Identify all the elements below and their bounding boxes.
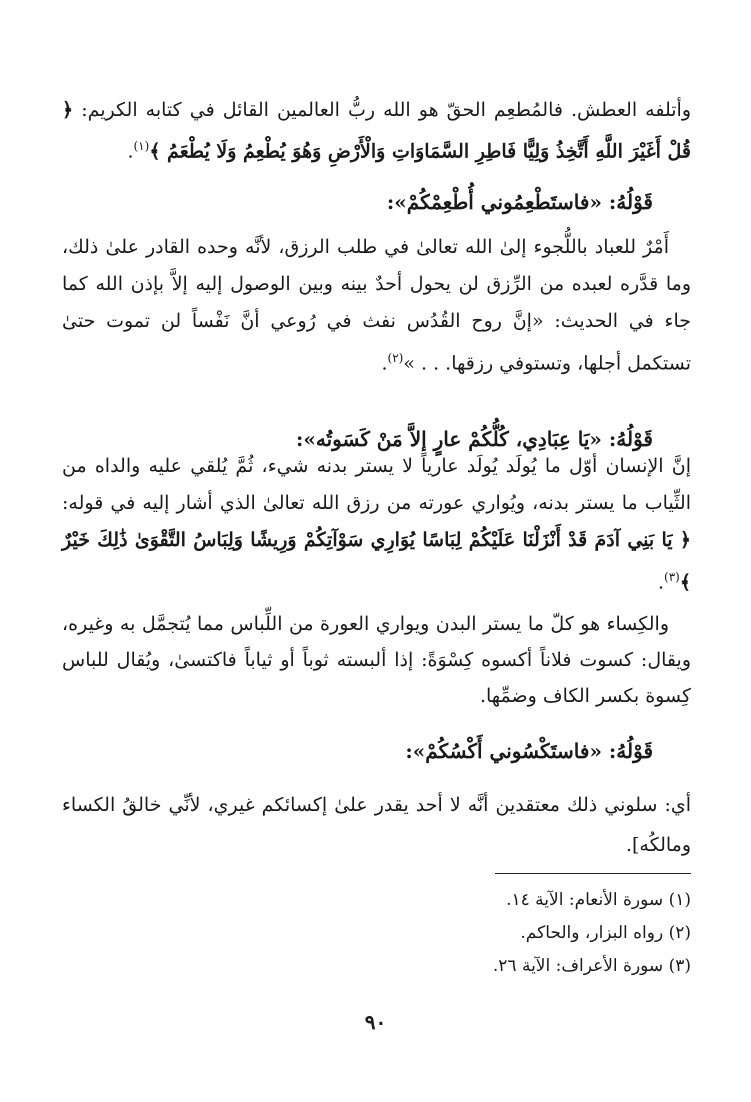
paragraph-3-text: إنَّ الإنسان أوّل ما يُولَد يُولَد عارياً لا يستر بدنه شيء، ثُمَّ يُلقي عليه والداه من الثِّياب ما يستر بدنه، ويُواري عورته من رزق الله تعالىٰ الذي أشار إليه في قوله:	[62, 455, 691, 514]
paragraph-2	[62, 229, 691, 382]
quran-verse-2: ﴿ يَا بَنِي آدَمَ قَدْ أَنْزَلْنَا عَلَيْكُمْ لِبَاسًا يُوَارِي سَوْآتِكُمْ وَرِيشًا وَلِبَاسُ التَّقْوَىٰ ذَٰلِكَ خَيْرٌ ﴾	[62, 529, 691, 594]
footnote-1: (١) سورة الأنعام: الآية ١٤.	[506, 890, 691, 910]
paragraph-2-end: .	[381, 352, 388, 375]
footnote-ref-3: (٣)	[664, 570, 680, 584]
section-heading-1: قَوْلُهُ: «فاستَطْعِمُوني أُطْعِمْكُمْ»:	[386, 190, 653, 214]
footnotes-list	[300, 884, 691, 983]
footnote-3: (٣) سورة الأعراف: الآية ٢٦.	[492, 956, 691, 976]
footnote-divider	[495, 873, 691, 874]
page-number: ٩٠	[364, 1010, 387, 1034]
footnote-ref-1: (١)	[133, 139, 150, 153]
section-heading-2: قَوْلُهُ: «يَا عِبَادِي، كُلُّكُمْ عارٍ إلاَّ مَنْ كَسَوتُه»:	[295, 427, 653, 451]
section-heading-3: قَوْلُهُ: «فاستَكْسُوني أَكْسُكُمْ»:	[405, 739, 653, 763]
footnote-2: (٢) رواه البزار، والحاكم.	[520, 923, 691, 943]
paragraph-4	[62, 606, 691, 714]
paragraph-2-text: أَمْرٌ للعباد باللُّجوء إلىٰ الله تعالىٰ في طلب الرزق، لأنَّه وحده القادر علىٰ ذلك، وما قدَّره لعبده من الرِّزق لن يحول أحدٌ بينه وبين الوصول إليه إلاَّ بإذن الله كما جاء في الحديث: «إنَّ روح القُدُس نفث في رُوعي أنَّ نَفْساً لن تموت حتىٰ تستكمل أجلها، وتستوفي رزقها. . . »	[62, 236, 691, 375]
paragraph-5: أي: سلوني ذلك معتقدين أنَّه لا أحد يقدر علىٰ إكسائكم غيري، لأنِّي خالقُ الكساء ومالكُه].	[62, 794, 691, 856]
paragraph-1-text: وأتلفه العطش. فالمُطعِم الحقّ هو الله ربُّ العالمين القائل في كتابه الكريم:	[81, 99, 691, 121]
footnote-ref-2: (٢)	[387, 351, 404, 365]
paragraph-1-end: .	[127, 140, 134, 163]
paragraph-1	[62, 92, 691, 169]
paragraph-3	[62, 448, 691, 601]
quran-verse-1: ﴿ قُلْ أَغَيْرَ اللَّهِ أَتَّخِذُ وَلِيًّا فَاطِرِ السَّمَاوَاتِ وَالْأَرْضِ وَهُوَ يُطْعِمُ وَلَا يُطْعَمُ ﴾	[62, 99, 691, 163]
paragraph-3-end: .	[657, 571, 665, 594]
paragraph-4-text: والكِساء هو كلّ ما يستر البدن ويواري العورة من اللِّباس مما يُتجمَّل به وغيره، ويقال: كسوت فلاناً أكسوه كِسْوَةً: إذا ألبسته ثوباً أو ثياباً فاكتسىٰ، ويُقال للباس كِسوة بكسر الكاف وضمِّها.	[62, 613, 691, 707]
